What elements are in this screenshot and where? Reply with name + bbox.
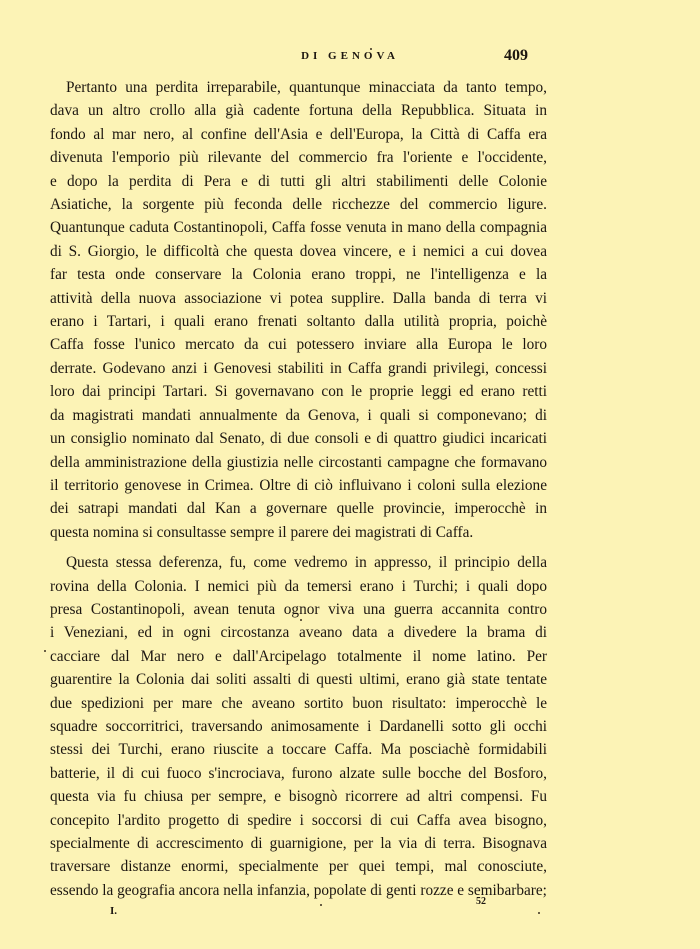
text-line: i Veneziani, ed in ogni circostanza aveano data a divedere la brama di — [50, 624, 547, 642]
signature-mark: I. — [110, 905, 118, 917]
text-line: Pertanto una perdita irreparabile, quantunque minacciata da tanto tempo, — [66, 79, 547, 96]
body-text — [50, 76, 547, 902]
paragraph — [50, 551, 547, 902]
text-line: guarentire la Colonia dai soliti assalti di questi ultimi, erano già state tentate — [50, 671, 547, 689]
text-line: Asiatiche, la sorgente più feconda delle ricchezze del commercio ligure. — [50, 196, 547, 214]
text-line: presa Costantinopoli, avean tenuta ognor viva una guerra accannita contro — [50, 600, 547, 618]
text-line: rovina della Colonia. I nemici più da temersi erano i Turchi; i quali dopo — [50, 577, 547, 595]
text-line: concepito l'ardito progetto di spedire i soccorsi di cui Caffa avea bisogno, — [50, 811, 547, 829]
text-line: Caffa fosse l'unico mercato da cui potessero inviare alla Europa le loro — [50, 336, 547, 354]
text-line: divenuta l'emporio più rilevante del commercio fra l'oriente e l'occidente, — [50, 149, 547, 167]
paper-speck — [300, 619, 302, 621]
text-line: il territorio genovese in Crimea. Oltre di ciò influivano i coloni sulla elezione — [50, 476, 547, 494]
text-line: questa nomina si consultasse sempre il parere dei magistrati di Caffa. — [50, 523, 474, 541]
paragraph — [50, 76, 547, 544]
text-line: attività della nuova associazione vi potea supplire. Dalla banda di terra vi — [50, 289, 547, 307]
paper-speck — [44, 650, 46, 652]
text-line: due spedizioni per mare che aveano sortito buon risultato: imperocchè le — [50, 694, 547, 712]
page-number: 409 — [504, 47, 528, 64]
text-line: fondo al mar nero, al confine dell'Asia e dell'Europa, la Città di Caffa era — [50, 125, 547, 143]
text-line: far testa onde conservare la Colonia erano troppi, ne l'intelligenza e la — [50, 266, 547, 284]
sheet-number: 52 — [476, 896, 486, 907]
text-line: Quantunque caduta Costantinopoli, Caffa fosse venuta in mano della compagnia — [50, 219, 547, 237]
text-line: di S. Giorgio, le difficoltà che questa dovea vincere, e i nemici a cui dovea — [50, 242, 547, 260]
text-line: e dopo la perdita di Pera e di tutti gli altri stabilimenti delle Colonie — [50, 172, 547, 190]
text-line: derrate. Godevano anzi i Genovesi stabiliti in Caffa grandi privilegi, concessi — [50, 359, 547, 377]
text-line: dava un altro crollo alla già cadente fortuna della Repubblica. Situata in — [50, 102, 547, 120]
running-head: DI GENOVA — [301, 50, 399, 62]
text-line: questa via fu chiusa per sempre, e bisognò ricorrere ad altri compensi. Fu — [50, 788, 547, 806]
text-line: loro dai principi Tartari. Si governavano con le proprie leggi ed erano retti — [50, 383, 547, 401]
text-line: traversare distanze enormi, specialmente per quei tempi, mal conosciute, — [50, 858, 547, 876]
text-line: della amministrazione della giustizia nelle circostanti campagne che formavano — [50, 453, 547, 471]
paper-speck — [320, 904, 322, 906]
text-line: da magistrati mandati annualmente da Genova, i quali si componevano; di — [50, 406, 547, 424]
paper-speck — [538, 912, 540, 914]
text-line: un consiglio nominato dal Senato, di due consoli e di quattro giudici incaricati — [50, 430, 547, 448]
text-line: squadre soccorritrici, traversando animosamente i Dardanelli sotto gli occhi — [50, 717, 547, 735]
text-line: essendo la geografia ancora nella infanzia, popolate di genti rozze e semibarbare; — [50, 881, 547, 899]
text-line: cacciare dal Mar nero e dall'Arcipelago totalmente il nome latino. Per — [50, 647, 547, 665]
text-line: dei satrapi mandati dal Kan a governare quelle provincie, imperocchè in — [50, 500, 547, 518]
text-line: Questa stessa deferenza, fu, come vedremo in appresso, il principio della — [66, 554, 547, 572]
text-line: stessi dei Turchi, erano riuscite a toccare Caffa. Ma posciachè formidabili — [50, 741, 547, 759]
text-line: specialmente di accrescimento di guarnigione, per la via di terra. Bisognava — [50, 835, 547, 852]
paper-speck — [370, 48, 372, 50]
text-line: erano i Tartari, i quali erano frenati soltanto dalla utilità propria, poichè — [50, 313, 547, 331]
text-line: batterie, il di cui fuoco s'incrociava, furono alzate sulle bocche del Bosforo, — [50, 764, 547, 782]
